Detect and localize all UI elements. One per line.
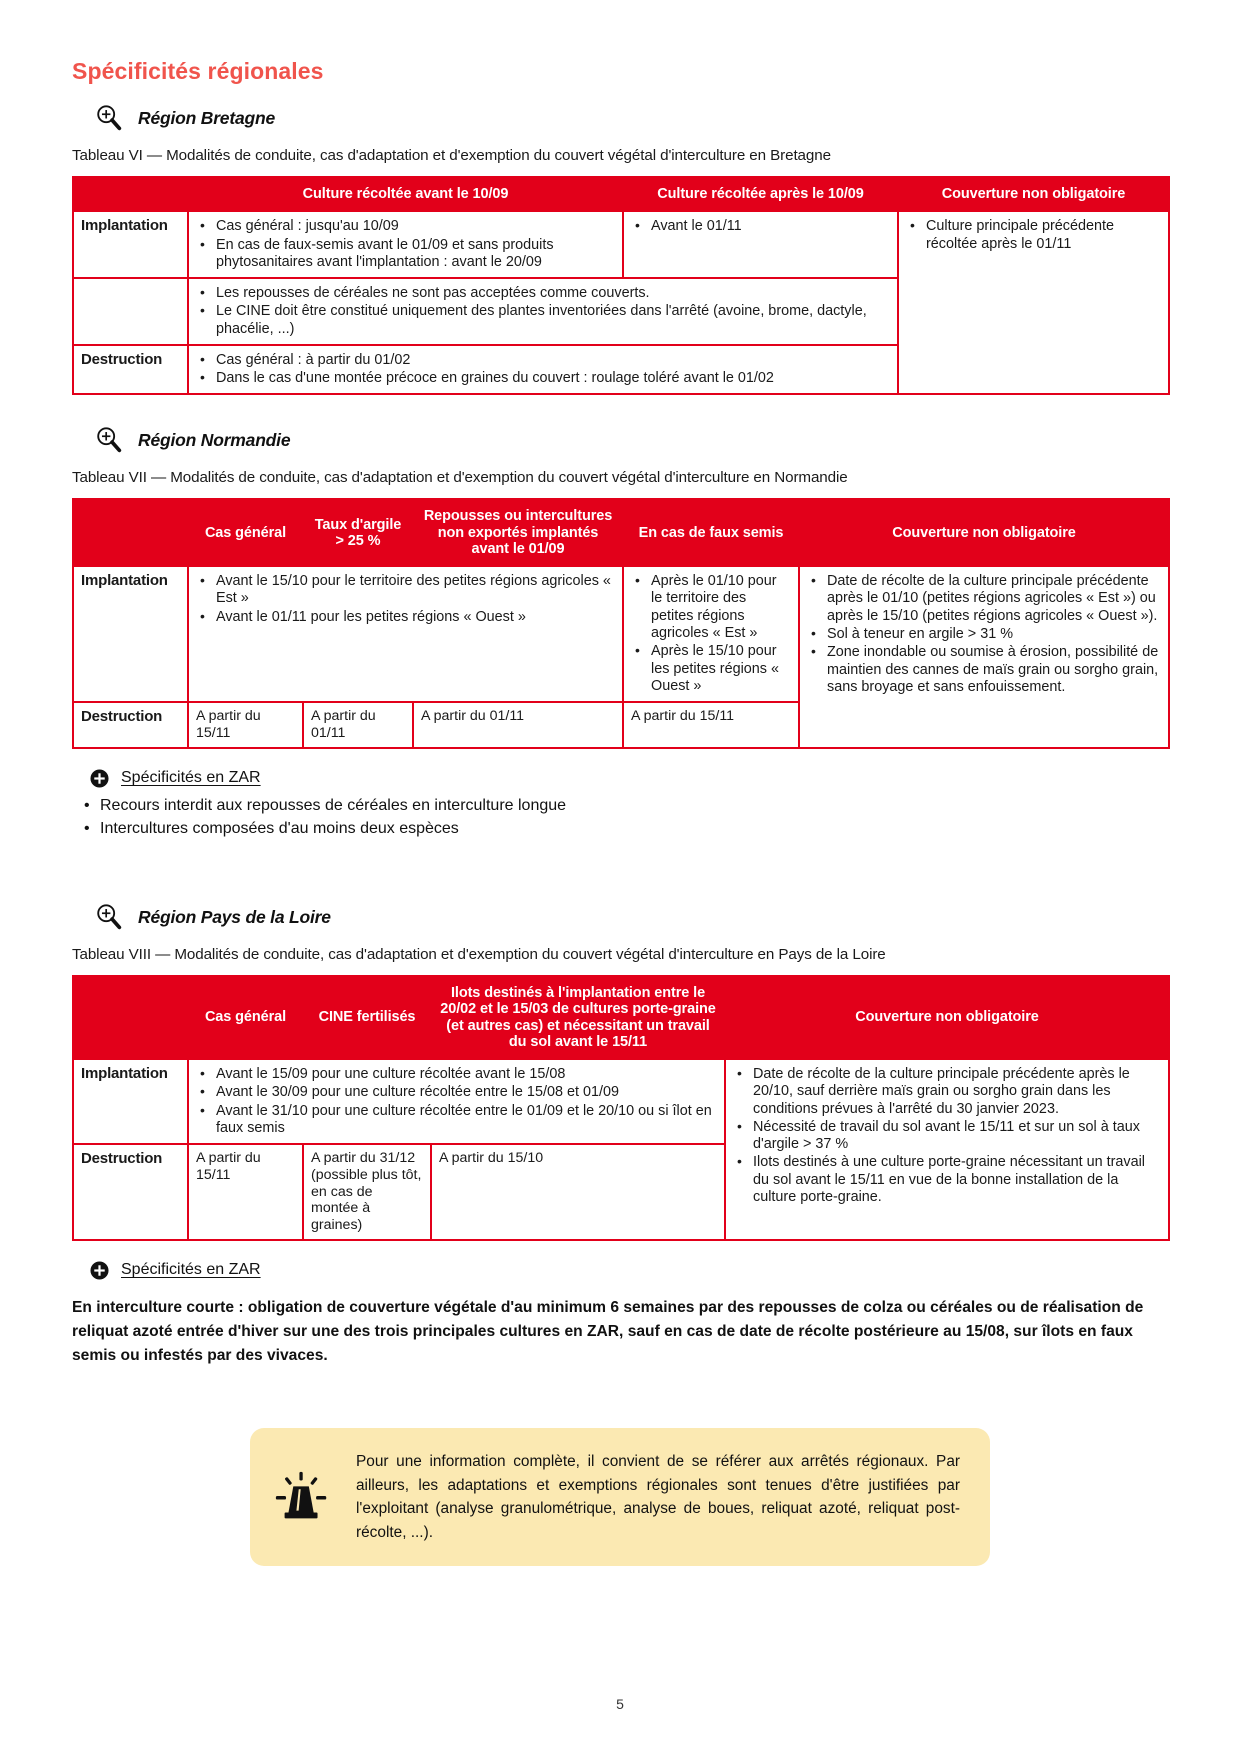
list-item: • Dans le cas d'une montée précoce en graines du couvert : roulage toléré avant le 01/02 [216, 370, 890, 387]
cell-destruction-ilots: A partir du 15/10 [431, 1144, 725, 1240]
region-name-bretagne: Région Bretagne [138, 107, 276, 128]
region-heading-normandie [94, 425, 1168, 455]
region-name-normandie: Région Normandie [138, 429, 291, 450]
cell-destruction-cas-general: A partir du 15/11 [188, 1144, 303, 1240]
list-item: • Avant le 01/11 [651, 218, 890, 235]
header-ilots-destines: Ilots destinés à l'implantation entre le 20/02 et le 15/03 de cultures porte-graine (et autres cas) et nécessitant un travail du sol avant le 15/11 [431, 976, 725, 1059]
header-cas-general: Cas général [188, 499, 303, 566]
rowhead-destruction: Destruction [73, 702, 188, 748]
table-caption-pays-de-la-loire: Tableau VIII — Modalités de conduite, cas d'adaptation et d'exemption du couvert végétal d'interculture en Pays de la Loire [72, 946, 886, 964]
table-pays-de-la-loire [72, 975, 1170, 1241]
list-item: • Après le 15/10 pour les petites régions « Ouest » [651, 643, 791, 695]
rowhead-implantation: Implantation [73, 1059, 188, 1144]
region-heading-bretagne [94, 103, 1168, 133]
table-row-implantation [73, 211, 1169, 278]
siren-icon [272, 1466, 334, 1528]
header-blank [73, 976, 188, 1059]
table-bretagne [72, 176, 1170, 395]
list-item: • Le CINE doit être constitué uniquement des plantes inventoriées dans l'arrêté (avoine, brome, dactyle, phacélie, ...) [216, 303, 890, 338]
plus-circle-icon [90, 769, 109, 788]
header-culture-apres: Culture récoltée après le 10/09 [623, 177, 898, 211]
list-item: • Nécessité de travail du sol avant le 15/11 et sur un sol à taux d'argile > 37 % [753, 1119, 1161, 1154]
table-caption-normandie: Tableau VII — Modalités de conduite, cas d'adaptation et d'exemption du couvert végétal d'interculture en Normandie [72, 469, 848, 487]
magnifier-plus-icon [94, 902, 124, 932]
header-blank [73, 177, 188, 211]
cell-couverture-pays-de-la-loire [725, 1059, 1169, 1240]
header-couverture-non-obligatoire: Couverture non obligatoire [725, 976, 1169, 1059]
list-item: • Date de récolte de la culture principale précédente après le 20/10, sauf derrière maïs grain ou sorgho grain dans les conditions prévues à l'arrêté du 30 janvier 2023. [753, 1066, 1161, 1118]
cell-middle-span [188, 278, 898, 345]
cell-couverture-normandie [799, 566, 1169, 747]
rowhead-implantation: Implantation [73, 211, 188, 278]
cell-implantation-span [188, 1059, 725, 1144]
cell-destruction-taux-argile: A partir du 01/11 [303, 702, 413, 748]
cell-destruction-span [188, 345, 898, 395]
magnifier-plus-icon [94, 425, 124, 455]
rowhead-implantation: Implantation [73, 566, 188, 702]
table-header-row [73, 976, 1169, 1059]
zar-heading-pays-de-la-loire [90, 1261, 1168, 1280]
header-couverture-non-obligatoire: Couverture non obligatoire [799, 499, 1169, 566]
info-callout [250, 1428, 990, 1566]
cell-couverture-bretagne [898, 211, 1169, 394]
cell-destruction-faux-semis: A partir du 15/11 [623, 702, 799, 748]
page-number: 5 [616, 1696, 624, 1712]
list-item: • Ilots destinés à une culture porte-graine nécessitant un travail du sol avant le 15/11 en vue de la bonne installation de la culture porte-graine. [753, 1154, 1161, 1206]
table-header-row [73, 499, 1169, 566]
list-item: • Cas général : jusqu'au 10/09 [216, 218, 615, 235]
list-item: • Sol à teneur en argile > 31 % [827, 626, 1161, 643]
list-item: • Cas général : à partir du 01/02 [216, 352, 890, 369]
list-item: • Culture principale précédente récoltée après le 01/11 [926, 218, 1161, 253]
rowhead-empty [73, 278, 188, 345]
list-item: • Avant le 31/10 pour une culture récoltée entre le 01/09 et le 20/10 ou si îlot en faux semis [216, 1103, 717, 1138]
header-culture-avant: Culture récoltée avant le 10/09 [188, 177, 623, 211]
list-item: • Zone inondable ou soumise à érosion, possibilité de maintien des cannes de maïs grain ou sorgho grain, sans broyage et sans enfouissement. [827, 644, 1161, 696]
list-item: • Après le 01/10 pour le territoire des petites régions agricoles « Est » [651, 573, 791, 642]
cell-destruction-cas-general: A partir du 15/11 [188, 702, 303, 748]
list-item: • Avant le 15/09 pour une culture récoltée avant le 15/08 [216, 1066, 717, 1083]
list-item: • En cas de faux-semis avant le 01/09 et sans produits phytosanitaires avant l'implantation : avant le 20/09 [216, 237, 615, 272]
cell-implantation-avant [188, 211, 623, 278]
list-item: • Date de récolte de la culture principale précédente après le 01/10 (petites régions agricoles « Est ») ou après le 15/10 (petites régions agricoles « Ouest »). [827, 573, 1161, 625]
cell-implantation-main [188, 566, 623, 702]
zar-heading-normandie [90, 769, 1168, 788]
list-item: • Avant le 30/09 pour une culture récoltée entre le 15/08 et 01/09 [216, 1084, 717, 1101]
table-header-row [73, 177, 1169, 211]
header-cine-fertilises: CINE fertilisés [303, 976, 431, 1059]
header-taux-argile: Taux d'argile > 25 % [303, 499, 413, 566]
header-faux-semis: En cas de faux semis [623, 499, 799, 566]
table-caption-bretagne: Tableau VI — Modalités de conduite, cas d'adaptation et d'exemption du couvert végétal d'interculture en Bretagne [72, 147, 831, 164]
page-content [72, 58, 1168, 1566]
list-item: • Intercultures composées d'au moins deux espèces [100, 817, 1168, 840]
cell-implantation-faux-semis [623, 566, 799, 702]
list-item: • Les repousses de céréales ne sont pas acceptées comme couverts. [216, 285, 890, 302]
rowhead-destruction: Destruction [73, 1144, 188, 1240]
header-couverture-non-obligatoire: Couverture non obligatoire [898, 177, 1169, 211]
table-row-implantation [73, 1059, 1169, 1144]
header-repousses: Repousses ou intercultures non exportés implantés avant le 01/09 [413, 499, 623, 566]
table-normandie [72, 498, 1170, 748]
rowhead-destruction: Destruction [73, 345, 188, 395]
header-blank [73, 499, 188, 566]
cell-destruction-cine-fertilises: A partir du 31/12 (possible plus tôt, en cas de montée à graines) [303, 1144, 431, 1240]
zar-list-normandie [78, 794, 1168, 840]
magnifier-plus-icon [94, 103, 124, 133]
callout-text: Pour une information complète, il convient de se référer aux arrêtés régionaux. Par ailleurs, les adaptations et exemptions régionales sont tenues d'être justifiées par l'exploitant (analyse granulométrique, analyse de boues, reliquat azoté, reliquat post-récolte, ...). [356, 1453, 960, 1541]
region-name-pays-de-la-loire: Région Pays de la Loire [138, 906, 331, 927]
cell-implantation-apres [623, 211, 898, 278]
zar-title: Spécificités en ZAR [121, 1261, 261, 1279]
cell-destruction-repousses: A partir du 01/11 [413, 702, 623, 748]
table-row-implantation [73, 566, 1169, 702]
list-item: • Avant le 01/11 pour les petites régions « Ouest » [216, 609, 615, 626]
zar-paragraph: En interculture courte : obligation de couverture végétale d'au minimum 6 semaines par des repousses de colza ou céréales ou de réalisation de reliquat azoté entrée d'hiver sur une des trois principales cultures en ZAR, sauf en cas de date de récolte postérieure au 15/08, sur îlots en faux semis ou infestés par des vivaces. [72, 1298, 1144, 1365]
zar-title: Spécificités en ZAR [121, 769, 261, 787]
region-heading-pays-de-la-loire [94, 902, 1168, 932]
page-title: Spécificités régionales [72, 58, 324, 84]
list-item: • Avant le 15/10 pour le territoire des petites régions agricoles « Est » [216, 573, 615, 608]
list-item: • Recours interdit aux repousses de céréales en interculture longue [100, 794, 1168, 817]
header-cas-general: Cas général [188, 976, 303, 1059]
plus-circle-icon [90, 1261, 109, 1280]
